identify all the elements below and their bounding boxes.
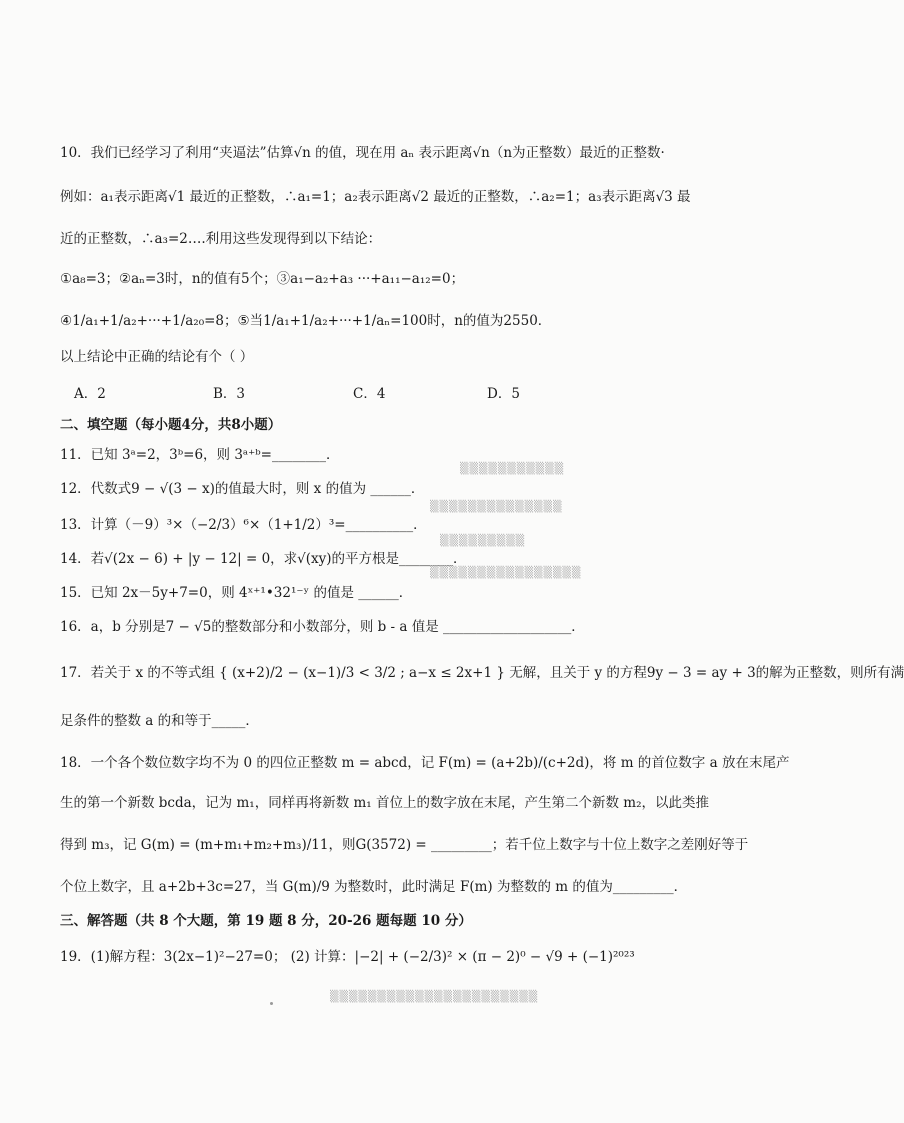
q18-line-2: 生的第一个新数 bcda，记为 m₁，同样再将新数 m₁ 首位上的数字放在末尾，产生第二个新数 m₂，以此类推 (60, 795, 709, 811)
bleed-through-text: ▒▒▒▒▒▒▒▒▒ (440, 534, 526, 547)
q11: 11．已知 3ᵃ=2，3ᵇ=6，则 3ᵃ⁺ᵇ=________． (60, 447, 340, 463)
q10-example-cont: 近的正整数，∴a₃=2….利用这些发现得到以下结论： (60, 231, 382, 247)
q16: 16．a，b 分别是7 − √5的整数部分和小数部分，则 b - a 值是 ___________________． (60, 619, 585, 635)
bleed-through-text: ▒▒▒▒▒▒▒▒▒▒▒▒▒▒▒▒▒▒▒▒▒▒ (330, 990, 539, 1003)
q14: 14．若√(2x − 6) + |y − 12| = 0，求√(xy)的平方根是________． (60, 551, 467, 567)
q18-line-3: 得到 m₃，记 G(m) = (m+m₁+m₂+m₃)/11，则G(3572) = _________；若千位上数字与十位上数字之差刚好等于 (60, 837, 749, 853)
bleed-through-text: ▒▒▒▒▒▒▒▒▒▒▒ (460, 462, 565, 475)
q10-conclusions-2: ④1/a₁+1/a₂+···+1/a₂₀=8；⑤当1/a₁+1/a₂+···+1/aₙ=100时，n的值为2550． (60, 313, 552, 329)
q12: 12．代数式9 − √(3 − x)的值最大时，则 x 的值为 ______． (60, 481, 425, 497)
q10-question: 以上结论中正确的结论有个（ ） (60, 349, 254, 365)
q13: 13．计算（－9）³×（−2/3）⁶×（1+1/2）³=__________． (60, 517, 427, 533)
q15: 15．已知 2x－5y+7=0，则 4ˣ⁺¹•32¹⁻ʸ 的值是 ______． (60, 585, 413, 601)
q18-line-4: 个位上数字，且 a+2b+3c=27，当 G(m)/9 为整数时，此时满足 F(m) 为整数的 m 的值为_________． (60, 879, 688, 895)
section-3-heading: 三、解答题（共 8 个大题，第 19 题 8 分，20-26 题每题 10 分） (60, 913, 472, 929)
speck (270, 1002, 273, 1005)
q10-option-b: B．3 (213, 386, 246, 402)
q10-example: 例如：a₁表示距离√1 最近的正整数，∴a₁=1；a₂表示距离√2 最近的正整数，∴a₂=1；a₃表示距离√3 最 (60, 189, 691, 205)
q17-cont: 足条件的整数 a 的和等于_____． (60, 713, 259, 729)
q10-conclusions-1: ①a₈=3；②aₙ=3时，n的值有5个；③a₁−a₂+a₃ ···+a₁₁−a₁₂=0； (60, 271, 465, 287)
q10-stem: 10．我们已经学习了利用“夹逼法”估算√n 的值，现在用 aₙ 表示距离√n（n为正整数）最近的正整数· (60, 145, 665, 161)
q10-option-d: D．5 (487, 386, 520, 402)
section-2-heading: 二、填空题（每小题4分，共8小题） (60, 417, 282, 433)
q17-stem: 17．若关于 x 的不等式组 { (x+2)/2 − (x−1)/3 < 3/2 ; a−x ≤ 2x+1 } 无解，且关于 y 的方程9y − 3 = ay + 3的解为正整数，则所有满 (60, 665, 904, 681)
q19: 19．(1)解方程：3(2x−1)²−27=0； (2) 计算：|−2| + (−2/3)² × (π − 2)⁰ − √9 + (−1)²⁰²³ (60, 949, 635, 965)
q10-option-c: C．4 (353, 386, 386, 402)
bleed-through-text: ▒▒▒▒▒▒▒▒▒▒▒▒▒▒▒▒ (430, 566, 582, 579)
q10-option-a: A．2 (74, 386, 106, 402)
q18-stem: 18．一个各个数位数字均不为 0 的四位正整数 m = abcd，记 F(m) = (a+2b)/(c+2d)，将 m 的首位数字 a 放在末尾产 (60, 755, 790, 771)
bleed-through-text: ▒▒▒▒▒▒▒▒▒▒▒▒▒▒ (430, 500, 563, 513)
